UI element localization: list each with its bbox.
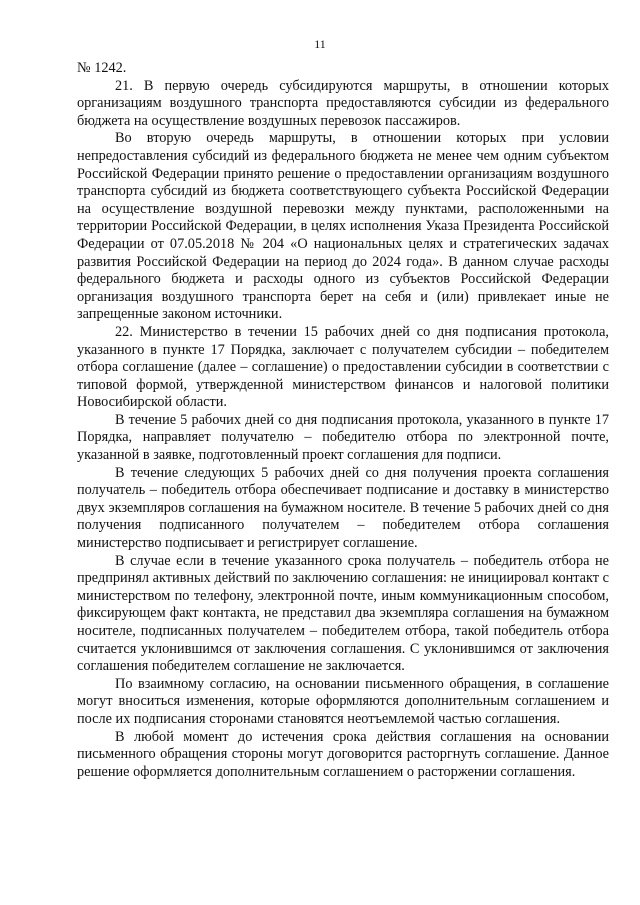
- paragraph-signing: В течение следующих 5 рабочих дней со дня получения проекта соглашения получатель – победитель отбора обеспечивает подписание и доставку в министерство двух экземпляров соглашения на бумажном носителе. В течение 5 рабочих дней со дня получения подписанного получателем – победителем отбора соглашения министерство подписывает и регистрирует соглашение.: [77, 464, 609, 552]
- paragraph-termination: В любой момент до истечения срока действия соглашения на основании письменного обращения стороны могут договорится расторгнуть соглашение. Данное решение оформляется дополнительным соглашением о расторжении соглашения.: [77, 728, 609, 780]
- paragraph-amendments: По взаимному согласию, на основании письменного обращения, в соглашение могут вноситься изменения, которые оформляются дополнительным соглашением и после их подписания сторонами становятся неотъемлемой частью соглашения.: [77, 675, 609, 727]
- paragraph-evasion: В случае если в течение указанного срока получатель – победитель отбора не предпринял активных действий по заключению соглашения: не инициировал контакт с министерством по телефону, электронной почте, иным коммуникационным способом, фиксирующем факт контакта, не представил два экземпляра соглашения на бумажном носителе, подписанных получателем – победителем отбора, такой победитель отбора считается уклонившимся от заключения соглашения. С уклонившимся от заключения соглашения победителем соглашение не заключается.: [77, 552, 609, 675]
- paragraph-clause-22: 22. Министерство в течении 15 рабочих дней со дня подписания протокола, указанного в пункте 17 Порядка, заключает с получателем субсидии – победителем отбора соглашение (далее – соглашение) о предоставлении субсидии в соответствии с типовой формой, утвержденной министерством финансов и налоговой политики Новосибирской области.: [77, 323, 609, 411]
- page-number: 11: [314, 37, 326, 51]
- paragraph-draft-sending: В течение 5 рабочих дней со дня подписания протокола, указанного в пункте 17 Порядка, направляет получателю – победителю отбора по электронной почте, указанной в заявке, подготовленный проект соглашения для подписи.: [77, 411, 609, 464]
- paragraph-continuation: № 1242.: [77, 60, 127, 76]
- paragraph-second-priority: Во вторую очередь маршруты, в отношении которых при условии непредоставления субсидий из федерального бюджета не менее чем одним субъектом Российской Федерации принято решение о предоставлении организациям воздушного транспорта субсидий из бюджета соответствующего субъекта Российской Федерации на осуществление воздушной перевозки между пунктами, расположенными на территории Российской Федерации, в целях исполнения Указа Президента Российской Федерации от 07.05.2018 № 204 «О национальных целях и стратегических задачах развития Российской Федерации на период до 2024 года». В данном случае расходы федерального бюджета и расходы одного из субъектов Российской Федерации организация воздушного транспорта берет на себя и (или) привлекает иные не запрещенные законом источники.: [77, 130, 609, 323]
- document-body: [77, 60, 609, 781]
- paragraph-clause-21: 21. В первую очередь субсидируются маршруты, в отношении которых организациям воздушного транспорта предоставляются субсидии из федерального бюджета на осуществление воздушных перевозок пассажиров.: [77, 77, 609, 129]
